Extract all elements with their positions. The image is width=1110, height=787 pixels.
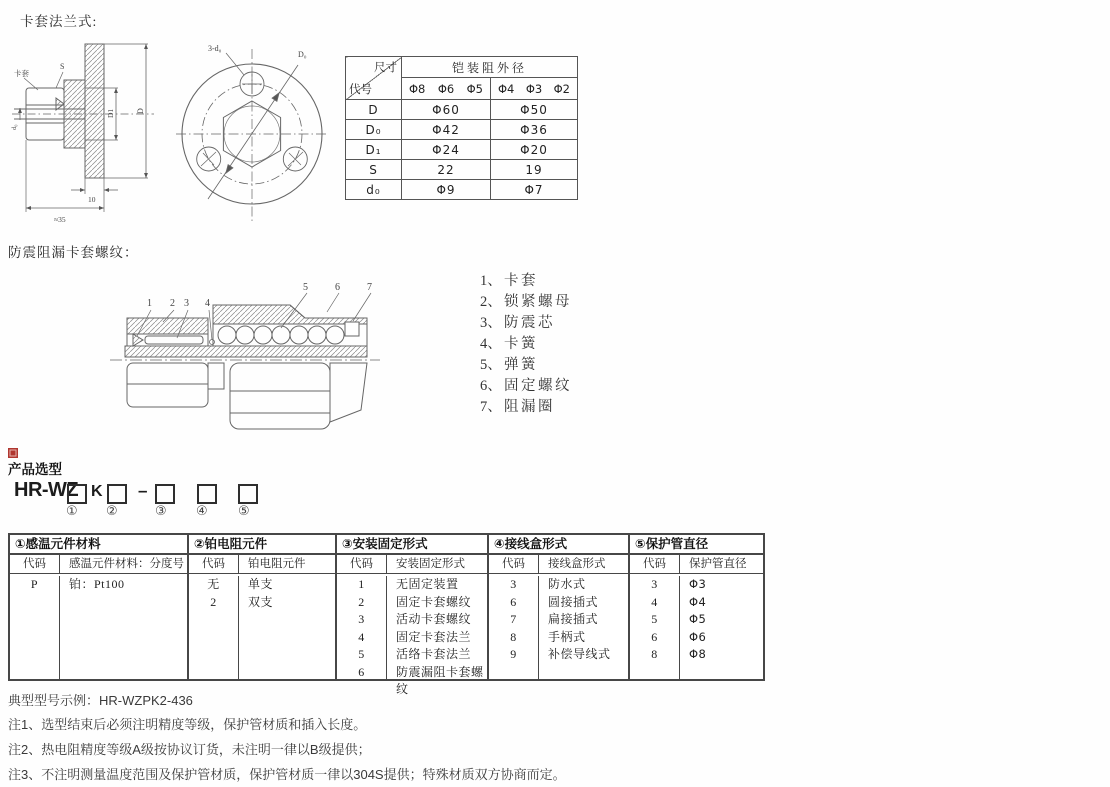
row-code: D₁ xyxy=(346,140,402,160)
corner-dim-label: 尺寸 xyxy=(374,62,397,74)
list-item xyxy=(480,271,572,292)
code-cell: 9 xyxy=(510,647,517,661)
code-cell: 无 xyxy=(207,577,220,591)
note-3: 注3、不注明测量温度范围及保护管材质，保护管材质一律以304S提供；特殊材质双方协商而定。 xyxy=(8,767,566,782)
code-cell: 3 xyxy=(651,577,658,591)
part-no: 1、 xyxy=(480,273,502,289)
row-code: D xyxy=(346,100,402,120)
code-header: 代码 xyxy=(337,555,387,573)
dim-a3: Φ5 xyxy=(466,81,483,96)
code-cell: 3 xyxy=(358,612,365,626)
row-b: 19 xyxy=(491,160,578,180)
code-cell: 5 xyxy=(651,612,658,626)
part-name: 防震芯 xyxy=(504,315,555,331)
code-header: 代码 xyxy=(189,555,239,573)
flange-front-view-drawing xyxy=(172,35,332,220)
desc-cell: Φ4 xyxy=(689,594,707,609)
desc-cell: 铂：Pt100 xyxy=(69,577,125,591)
callout-6: 6 xyxy=(335,282,340,293)
desc-header: 安装固定形式 xyxy=(396,558,465,570)
part-no: 6、 xyxy=(480,378,502,394)
selection-group-3 xyxy=(337,535,489,696)
model-code-box-3 xyxy=(155,484,175,504)
label-thickness: 10 xyxy=(88,195,96,204)
desc-cell: 防震漏阻卡套螺纹 xyxy=(396,664,484,696)
row-a: Φ60 xyxy=(402,100,491,120)
code-cell: 2 xyxy=(210,594,217,609)
desc-cell: 固定卡套法兰 xyxy=(396,629,472,644)
selection-section-title: 产品选型 xyxy=(8,462,62,477)
parts-list xyxy=(480,271,572,418)
code-cell: 6 xyxy=(358,664,365,679)
callout-2: 2 xyxy=(170,298,175,309)
group-title: ③安装固定形式 xyxy=(337,535,487,555)
selection-group-4 xyxy=(489,535,630,679)
code-cell: 6 xyxy=(510,594,517,609)
label-bolt-circle: D₀ xyxy=(298,50,307,59)
row-a: Φ42 xyxy=(402,120,491,140)
row-a: Φ9 xyxy=(402,180,491,200)
desc-cell: 无固定装置 xyxy=(396,577,459,591)
dim-table-group-header: 铠装阻外径 xyxy=(402,57,578,78)
callout-3: 3 xyxy=(184,298,189,309)
model-prefix: HR-WZ xyxy=(14,479,79,501)
desc-cell: Φ6 xyxy=(689,629,707,644)
row-code: D₀ xyxy=(346,120,402,140)
part-no: 4、 xyxy=(480,336,502,352)
callout-4: 4 xyxy=(205,298,210,309)
position-mark-3: ③ xyxy=(155,504,167,519)
code-cell: 1 xyxy=(358,577,365,591)
table-row xyxy=(346,100,578,120)
desc-cell: 扁接插式 xyxy=(548,612,599,626)
desc-cell: 手柄式 xyxy=(548,629,586,644)
callout-7: 7 xyxy=(367,282,372,293)
code-header: 代码 xyxy=(630,555,680,573)
row-code: S xyxy=(346,160,402,180)
part-name: 卡套 xyxy=(504,273,538,289)
flange-side-view-drawing xyxy=(12,30,190,230)
label-bolt-holes: 3-d₀ xyxy=(208,44,222,53)
desc-cell: 圆接插式 xyxy=(548,594,599,609)
list-item xyxy=(480,313,572,334)
typical-model-example: 典型型号示例：HR-WZPK2-436 xyxy=(8,693,193,708)
list-item xyxy=(480,397,572,418)
selection-group-5 xyxy=(630,535,763,679)
position-mark-5: ⑤ xyxy=(238,504,250,519)
part-name: 弹簧 xyxy=(504,357,538,373)
desc-header: 接线盒形式 xyxy=(548,558,606,570)
list-item xyxy=(480,376,572,397)
code-cell: P xyxy=(30,577,39,591)
list-item xyxy=(480,355,572,376)
model-k: K xyxy=(91,483,103,500)
desc-cell: 防水式 xyxy=(548,577,586,591)
group-title: ④接线盒形式 xyxy=(489,535,628,555)
code-header: 代码 xyxy=(10,555,60,573)
group-title: ②铂电阻元件 xyxy=(189,535,335,555)
model-dash: – xyxy=(138,481,148,500)
label-s: S xyxy=(60,62,65,71)
vibration-section-title: 防震阻漏卡套螺纹： xyxy=(8,245,139,260)
label-ferrule: 卡套 xyxy=(14,69,29,78)
group-title: ⑤保护管直径 xyxy=(630,535,763,555)
group-title: ①感温元件材料 xyxy=(10,535,187,555)
row-b: Φ7 xyxy=(491,180,578,200)
selection-table xyxy=(8,533,765,696)
label-length: ≈35 xyxy=(54,215,66,224)
part-no: 2、 xyxy=(480,294,502,310)
label-d0-side: d₀ xyxy=(11,124,18,130)
callout-1: 1 xyxy=(147,298,152,309)
dim-a1: Φ8 xyxy=(409,81,426,96)
dim-col-a-header xyxy=(402,78,491,100)
desc-cell: 固定卡套螺纹 xyxy=(396,594,472,609)
position-mark-4: ④ xyxy=(196,504,208,519)
code-cell: 3 xyxy=(510,577,517,591)
desc-header: 保护管直径 xyxy=(689,558,747,570)
table-row xyxy=(346,160,578,180)
desc-header: 铂电阻元件 xyxy=(248,558,306,570)
code-cell: 8 xyxy=(651,647,658,661)
code-cell: 7 xyxy=(510,612,517,626)
desc-cell: Φ8 xyxy=(689,647,707,661)
table-row xyxy=(346,120,578,140)
part-name: 固定螺纹 xyxy=(504,378,572,394)
part-no: 7、 xyxy=(480,399,502,415)
dim-b1: Φ4 xyxy=(498,81,515,96)
note-1: 注1、选型结束后必须注明精度等级，保护管材质和插入长度。 xyxy=(8,717,367,732)
selection-group-1 xyxy=(10,535,189,679)
list-item xyxy=(480,292,572,313)
row-code: d₀ xyxy=(346,180,402,200)
code-cell: 5 xyxy=(358,647,365,661)
code-cell: 8 xyxy=(510,629,517,644)
desc-cell: 活动卡套螺纹 xyxy=(396,612,472,626)
part-name: 阻漏圈 xyxy=(504,399,555,415)
desc-cell: 双支 xyxy=(248,594,274,609)
row-b: Φ20 xyxy=(491,140,578,160)
label-d1: D1 xyxy=(106,108,115,118)
dimension-table xyxy=(345,56,578,200)
desc-cell: 补偿导线式 xyxy=(548,647,611,661)
table-row xyxy=(346,180,578,200)
desc-cell: Φ5 xyxy=(689,612,707,626)
corner-code-label: 代号 xyxy=(349,84,372,96)
part-no: 3、 xyxy=(480,315,502,331)
flange-section-title: 卡套法兰式: xyxy=(20,14,98,29)
desc-cell: 活络卡套法兰 xyxy=(396,647,472,661)
label-d: D xyxy=(136,108,145,114)
table-row xyxy=(346,140,578,160)
model-code-box-4 xyxy=(197,484,217,504)
part-name: 卡簧 xyxy=(504,336,538,352)
note-2: 注2、热电阻精度等级A级按协议订货，未注明一律以B级提供； xyxy=(8,742,371,757)
row-b: Φ36 xyxy=(491,120,578,140)
list-item xyxy=(480,334,572,355)
dim-b2: Φ3 xyxy=(525,81,543,96)
code-header: 代码 xyxy=(489,555,539,573)
model-code-box-1 xyxy=(67,484,87,504)
model-code-box-5 xyxy=(238,484,258,504)
dim-table-corner xyxy=(346,57,402,100)
code-cell: 4 xyxy=(358,629,365,644)
row-a: 22 xyxy=(402,160,491,180)
model-code-box-2 xyxy=(107,484,127,504)
selection-group-2 xyxy=(189,535,337,679)
section-marker-icon xyxy=(8,448,18,458)
dim-col-b-header xyxy=(491,78,578,100)
part-no: 5、 xyxy=(480,357,502,373)
part-name: 锁紧螺母 xyxy=(504,294,572,310)
row-a: Φ24 xyxy=(402,140,491,160)
position-mark-2: ② xyxy=(106,504,118,519)
position-mark-1: ① xyxy=(66,504,78,519)
desc-cell: 单支 xyxy=(248,577,274,591)
row-b: Φ50 xyxy=(491,100,578,120)
code-cell: 2 xyxy=(358,594,365,609)
desc-header: 感温元件材料：分度号 xyxy=(69,558,184,570)
code-cell: 4 xyxy=(651,594,658,609)
dim-b3: Φ2 xyxy=(553,81,570,96)
callout-5: 5 xyxy=(303,282,308,293)
desc-cell: Φ3 xyxy=(689,577,707,591)
vibration-assembly-drawing xyxy=(105,262,485,437)
dim-a2: Φ6 xyxy=(437,81,455,96)
code-cell: 6 xyxy=(651,629,658,644)
